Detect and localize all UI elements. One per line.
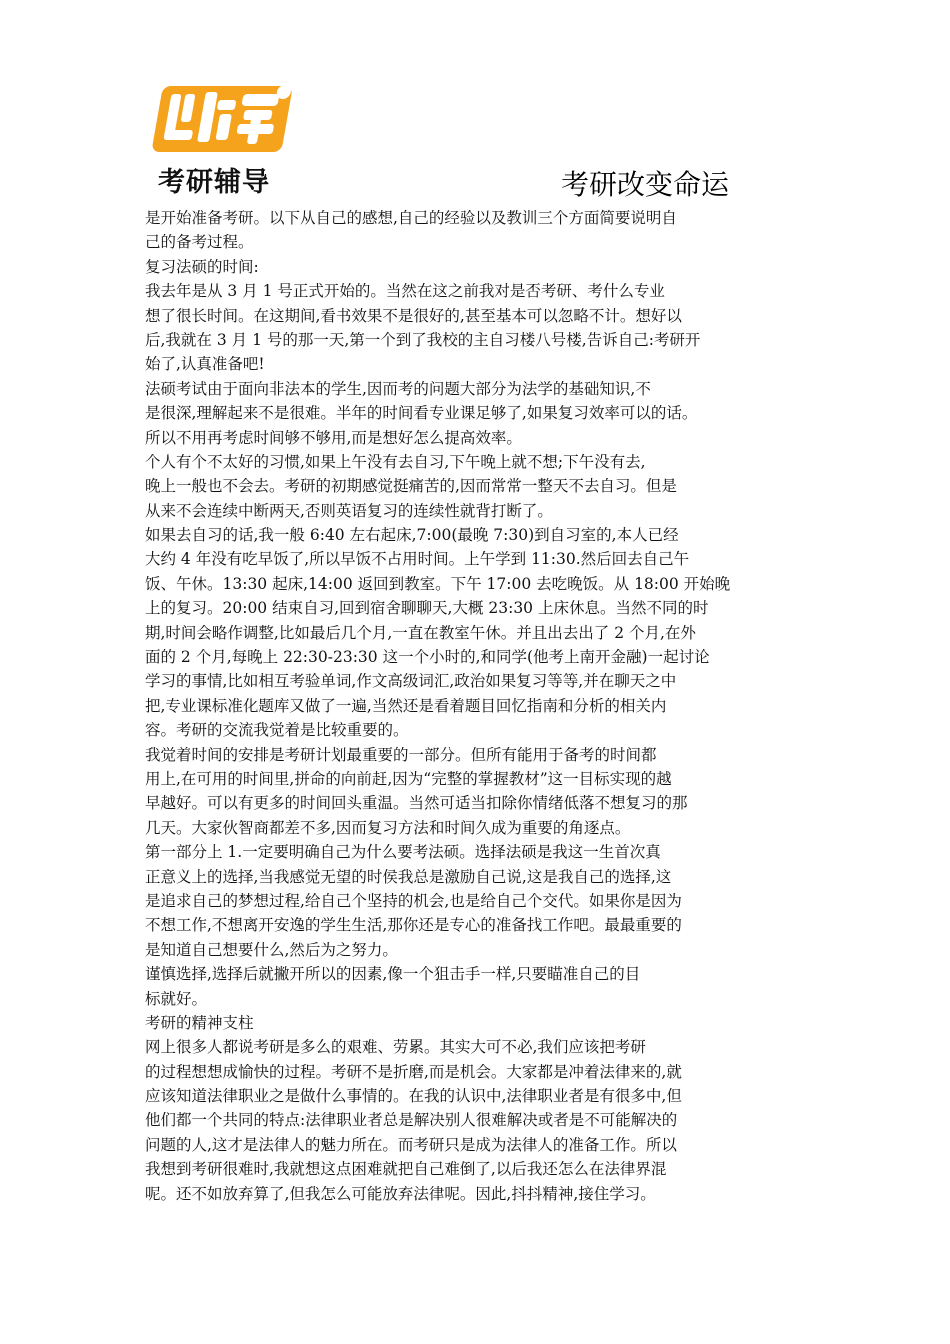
text-line: 用上,在可用的时间里,拼命的向前赶,因为“完整的掌握教材”这一目标实现的越 (145, 769, 672, 788)
text-line: 学习的事情,比如相互考验单词,作文高级词汇,政治如果复习等等,并在聊天之中 (145, 672, 677, 691)
text-line: 是很深,理解起来不是很难。半年的时间看专业课足够了,如果复习效率可以的话。 (145, 404, 698, 423)
text-line: 标就好。 (145, 989, 208, 1008)
text-line: 正意义上的选择,当我感觉无望的时侯我总是激励自己说,这是我自己的选择,这 (145, 867, 672, 886)
text-line: 所以不用再考虑时间够不够用,而是想好怎么提高效率。 (145, 428, 522, 447)
logo-subtitle: 考研辅导 (158, 167, 270, 198)
slogan: 考研改变命运 (561, 168, 730, 201)
text-line: 面的 2 个月,每晚上 22:30-23:30 这一个小时的,和同学(他考上南开金融)一起讨论 (145, 648, 710, 667)
text-line: 我觉着时间的安排是考研计划最重要的一部分。但所有能用于备考的时间都 (145, 745, 657, 764)
text-line: 的过程想想成愉快的过程。考研不是折磨,而是机会。大家都是冲着法律来的,就 (145, 1062, 682, 1081)
text-line: 上的复习。20:00 结束自习,回到宿舍聊聊天,大概 23:30 上床休息。当然不同的时 (145, 599, 709, 618)
text-line: 我想到考研很难时,我就想这点困难就把自己难倒了,以后我还怎么在法律界混 (145, 1160, 667, 1179)
text-line: 问题的人,这才是法律人的魅力所在。而考研只是成为法律人的准备工作。所以 (145, 1135, 677, 1154)
text-line: 大约 4 年没有吃早饭了,所以早饭不占用时间。上午学到 11:30.然后回去自己午 (145, 550, 690, 569)
text-line: 几天。大家伙智商都差不多,因而复习方法和时间久成为重要的角逐点。 (145, 818, 631, 837)
text-line: 始了,认真准备吧! (145, 355, 265, 374)
text-line: 己的备考过程。 (145, 233, 254, 252)
text-line: 把,专业课标准化题库又做了一遍,当然还是看着题目回忆指南和分析的相关内 (145, 696, 667, 715)
text-line: 网上很多人都说考研是多么的艰难、劳累。其实大可不必,我们应该把考研 (145, 1038, 646, 1057)
logo-mark-icon (150, 80, 300, 158)
text-line: 是追求自己的梦想过程,给自己个坚持的机会,也是给自己个交代。如果你是因为 (145, 891, 682, 910)
text-line: 晚上一般也不会去。考研的初期感觉挺痛苦的,因而常常一整天不去自习。但是 (145, 477, 677, 496)
text-line: 是知道自己想要什么,然后为之努力。 (145, 940, 398, 959)
text-line: 早越好。可以有更多的时间回头重温。当然可适当扣除你情绪低落不想复习的那 (145, 794, 688, 813)
text-line: 第一部分上 1.一定要明确自己为什么要考法硕。选择法硕是我这一生首次真 (145, 843, 661, 862)
text-line: 法硕考试由于面向非法本的学生,因而考的问题大部分为法学的基础知识,不 (145, 379, 651, 398)
text-line: 想了很长时间。在这期间,看书效果不是很好的,甚至基本可以忽略不计。想好以 (145, 306, 682, 325)
text-line: 期,时间会略作调整,比如最后几个月,一直在教室午休。并且出去出了 2 个月,在外 (145, 623, 696, 642)
text-line: 个人有个不太好的习惯,如果上午没有去自习,下午晚上就不想;下午没有去, (145, 452, 646, 471)
text-line: 从来不会连续中断两天,否则英语复习的连续性就背打断了。 (145, 501, 553, 520)
brand-logo (150, 80, 300, 198)
text-line: 他们都一个共同的特点:法律职业者总是解决别人很难解决或者是不可能解决的 (145, 1111, 678, 1130)
text-line: 呢。还不如放弃算了,但我怎么可能放弃法律呢。因此,抖抖精神,接住学习。 (145, 1184, 656, 1203)
section-heading: 考研的精神支柱 (145, 1013, 254, 1032)
text-line: 饭、午休。13:30 起床,14:00 返回到教室。下午 17:00 去吃晚饭。从 18:00 开始晚 (145, 574, 731, 593)
text-line: 后,我就在 3 月 1 号的那一天,第一个到了我校的主自习楼八号楼,告诉自己:考研开 (145, 330, 701, 349)
text-line: 谨慎选择,选择后就撇开所以的因素,像一个狙击手一样,只要瞄准自己的目 (145, 965, 641, 984)
section-heading: 复习法硕的时间: (145, 257, 259, 276)
text-line: 应该知道法律职业之是做什么事情的。在我的认识中,法律职业者是有很多中,但 (145, 1087, 682, 1106)
article-body (145, 206, 755, 1206)
text-line: 如果去自习的话,我一般 6:40 左右起床,7:00(最晚 7:30)到自习室的,本人已经 (145, 526, 679, 545)
text-line: 容。考研的交流我觉着是比较重要的。 (145, 721, 409, 740)
text-line: 是开始准备考研。以下从自己的感想,自己的经验以及教训三个方面简要说明自 (145, 209, 677, 227)
text-line: 不想工作,不想离开安逸的学生生活,那你还是专心的准备找工作吧。最最重要的 (145, 916, 682, 935)
text-line: 我去年是从 3 月 1 号正式开始的。当然在这之前我对是否考研、考什么专业 (145, 282, 665, 301)
